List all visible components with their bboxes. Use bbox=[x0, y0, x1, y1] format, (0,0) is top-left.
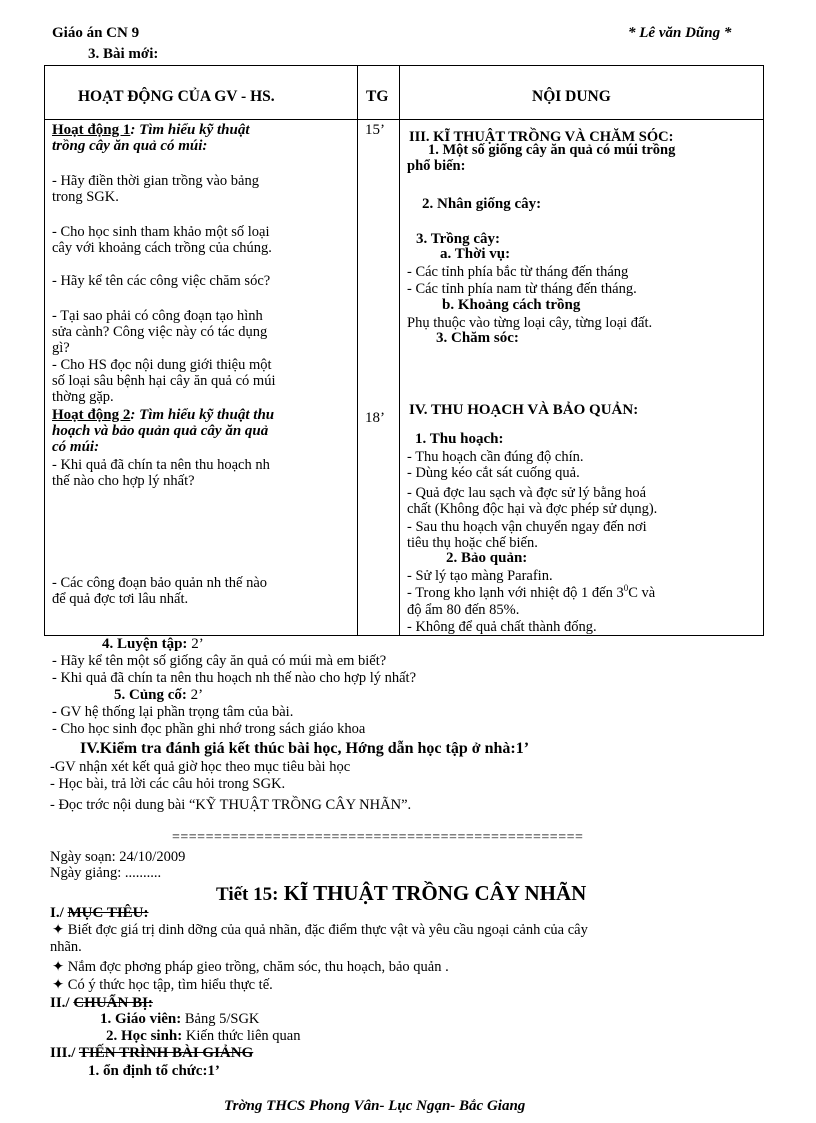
chuan-bi-item: 1. Giáo viên: Bảng 5/SGK bbox=[100, 1011, 260, 1027]
header-left: Giáo án CN 9 bbox=[52, 25, 140, 41]
body-line: -GV nhận xét kết quả giờ học theo mục tiêu bài học bbox=[50, 759, 351, 775]
time-activity-1: 15’ bbox=[365, 122, 385, 138]
on-dinh-heading: 1. ổn định tổ chức:1’ bbox=[88, 1063, 220, 1079]
body-line: - Học bài, trả lời các câu hỏi trong SGK. bbox=[50, 776, 286, 792]
content-subheading: 3. Chăm sóc: bbox=[436, 330, 519, 346]
content-subheading: a. Thời vụ: bbox=[440, 246, 511, 262]
muc-tieu-heading: I./ MỤC TIÊU: bbox=[50, 905, 149, 921]
table-header-content: NỘI DUNG bbox=[532, 88, 611, 105]
body-line: - Hãy kể tên một số giống cây ăn quả có múi mà em biết? bbox=[52, 653, 387, 669]
kiem-tra-heading: IV.Kiểm tra đánh giá kết thúc bài học, Hớng dẫn học tập ở nhà:1’ bbox=[80, 740, 530, 757]
separator: ================================================= bbox=[172, 831, 584, 845]
activity-2-heading-cont: hoạch và bảo quản quả cây ăn quả bbox=[52, 423, 269, 439]
goal-item: ✦ Có ý thức học tập, tìm hiểu thực tế. bbox=[52, 977, 273, 993]
footer: Trờng THCS Phong Vân- Lục Ngạn- Bắc Giang bbox=[224, 1098, 526, 1114]
table-header-time: TG bbox=[366, 88, 389, 105]
goal-item-cont: nhãn. bbox=[50, 939, 82, 955]
time-activity-2: 18’ bbox=[365, 410, 385, 426]
luyen-tap-heading: 4. Luyện tập: 2’ bbox=[102, 636, 204, 652]
content-line: - Các tỉnh phía bắc từ tháng đến tháng bbox=[407, 264, 629, 280]
content-line: - Thu hoạch cần đúng độ chín. bbox=[407, 449, 584, 465]
left-line: - Khi quả đã chín ta nên thu hoạch nh bbox=[52, 457, 270, 473]
left-line: thờng gặp. bbox=[52, 389, 114, 405]
content-subheading: 3. Trồng cây: bbox=[416, 231, 501, 247]
content-line: - Quả đợc lau sạch và đợc sử lý bằng hoá bbox=[407, 485, 647, 501]
goal-item: ✦ Biết đợc giá trị dinh dỡng của quả nhãn, đặc điểm thực vật và yêu cầu ngoại cảnh của cây bbox=[52, 922, 588, 938]
content-line: - Sử lý tạo màng Parafin. bbox=[407, 568, 553, 584]
activity-2-heading-cont: có múi: bbox=[52, 439, 100, 455]
bullet-icon: ✦ bbox=[52, 922, 65, 938]
content-subheading: b. Khoảng cách trồng bbox=[442, 297, 581, 313]
content-subheading: 2. Nhân giống cây: bbox=[422, 196, 542, 212]
cung-co-heading: 5. Củng cố: 2’ bbox=[114, 687, 204, 703]
table-header-activity: HOẠT ĐỘNG CỦA GV - HS. bbox=[78, 88, 275, 105]
bullet-icon: ✦ bbox=[52, 977, 65, 993]
bullet-icon: ✦ bbox=[52, 959, 65, 975]
left-line: thế nào cho hợp lý nhất? bbox=[52, 473, 195, 489]
content-line: độ ẩm 80 đến 85%. bbox=[407, 602, 520, 618]
goal-item: ✦ Nắm đợc phơng pháp gieo trồng, chăm sóc, thu hoạch, bảo quản . bbox=[52, 959, 449, 975]
content-heading-iii: III. KĨ THUẬT TRỒNG VÀ CHĂM SÓC: bbox=[409, 129, 674, 145]
tien-trinh-heading: III./ TIẾN TRÌNH BÀI GIẢNG bbox=[50, 1045, 254, 1061]
content-line: - Dùng kéo cắt sát cuống quả. bbox=[407, 465, 580, 481]
activity-2-heading: Hoạt động 2: Tìm hiểu kỹ thuật thu bbox=[52, 407, 275, 423]
content-line: - Sau thu hoạch vận chuyển ngay đến nơi bbox=[407, 519, 647, 535]
content-line: tiêu thụ hoặc chế biến. bbox=[407, 535, 538, 551]
content-heading-iv: IV. THU HOẠCH VÀ BẢO QUẢN: bbox=[409, 402, 639, 418]
left-line: - Cho học sinh tham khảo một số loại bbox=[52, 224, 270, 240]
left-line: sửa cành? Công việc này có tác dụng bbox=[52, 324, 268, 340]
content-subheading: 2. Bảo quản: bbox=[446, 550, 528, 566]
content-line: - Các tỉnh phía nam từ tháng đến tháng. bbox=[407, 281, 637, 297]
content-subheading: 1. Một số giống cây ăn quả có múi trồng bbox=[428, 142, 676, 158]
activity-1-heading: Hoạt động 1: Tìm hiểu kỹ thuật bbox=[52, 122, 250, 138]
section-3-heading: 3. Bài mới: bbox=[88, 46, 159, 62]
chuan-bi-heading: II./ CHUẨN BỊ: bbox=[50, 995, 153, 1011]
content-line: Phụ thuộc vào từng loại cây, từng loại đất. bbox=[407, 315, 653, 331]
body-line: - Khi quả đã chín ta nên thu hoạch nh thế nào cho hợp lý nhất? bbox=[52, 670, 417, 686]
left-line: - Cho HS đọc nội dung giới thiệu một bbox=[52, 357, 272, 373]
left-line: cây với khoảng cách trồng của chúng. bbox=[52, 240, 272, 256]
left-line: - Các công đoạn bảo quản nh thế nào bbox=[52, 575, 268, 591]
left-line: số loại sâu bệnh hại cây ăn quả có múi bbox=[52, 373, 276, 389]
left-line: để quả đợc tơi lâu nhất. bbox=[52, 591, 189, 607]
body-line: - Cho học sinh đọc phần ghi nhớ trong sách giáo khoa bbox=[52, 721, 366, 737]
left-line: gì? bbox=[52, 340, 70, 356]
chuan-bi-item: 2. Học sinh: Kiến thức liên quan bbox=[106, 1028, 301, 1044]
body-line: - GV hệ thống lại phần trọng tâm của bài. bbox=[52, 704, 294, 720]
content-subheading: 1. Thu hoạch: bbox=[415, 431, 504, 447]
left-line: - Hãy kể tên các công việc chăm sóc? bbox=[52, 273, 271, 289]
body-line: - Đọc trớc nội dung bài “KỸ THUẬT TRỒNG CÂY NHÃN”. bbox=[50, 797, 412, 813]
content-line: chất (Không độc hại và đợc phép sử dụng). bbox=[407, 501, 658, 517]
ngay-giang: Ngày giảng: .......... bbox=[50, 865, 162, 881]
left-line: trong SGK. bbox=[52, 189, 119, 205]
activity-1-heading-cont: trồng cây ăn quả có múi: bbox=[52, 138, 208, 154]
content-line: - Trong kho lạnh với nhiệt độ 1 đến $3^0C$ và bbox=[407, 583, 656, 601]
left-line: - Tại sao phải có công đoạn tạo hình bbox=[52, 308, 263, 324]
header-right: * Lê văn Dũng * bbox=[628, 25, 732, 41]
ngay-soan: Ngày soạn: 24/10/2009 bbox=[50, 849, 186, 865]
content-subheading: phổ biến: bbox=[407, 158, 466, 174]
left-line: - Hãy điền thời gian trồng vào bảng bbox=[52, 173, 259, 189]
content-line: - Không để quả chất thành đống. bbox=[407, 620, 597, 634]
lesson-title: Tiết 15: KĨ THUẬT TRỒNG CÂY NHÃN bbox=[216, 881, 587, 905]
